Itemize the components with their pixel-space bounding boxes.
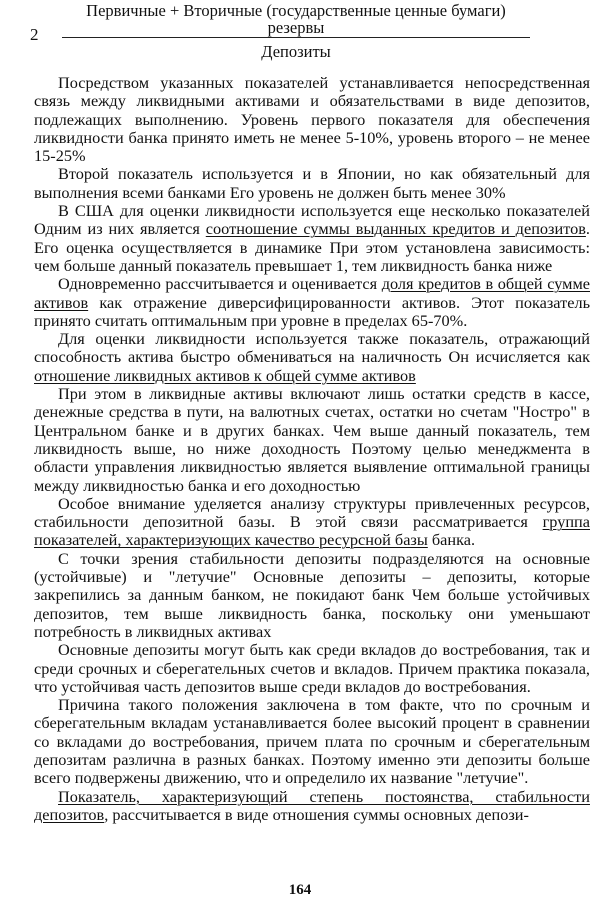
paragraph: Показатель, характеризующий степень постоянства, стабильности депозитов, рассчитывается в виде отношения суммы основных депози- — [34, 786, 590, 824]
underlined-term: Показатель, характеризующий степень постоянства, стабильности депозитов — [34, 786, 590, 824]
formula-denominator: Депозиты — [261, 42, 331, 61]
paragraph: В США для оценки ликвидности используется еще несколько показателей Одним из них является соотношение суммы выданных кредитов и депозитов. Его оценка осуществляется в динамике При этом установлена зависимость: чем больше данный показатель превышает 1, тем ликвидность банка ниже — [34, 201, 590, 275]
formula-block — [0, 0, 600, 70]
paragraph: Причина такого положения заключена в том факте, что по срочным и сберегательным вкладам устанавливается более высокий процент в сравнении со вкладами до востребования, причем плата по срочным и сберегательным депозитам различна в разных банках. Поэтому именно эти депозиты больше всего подвержены движению, что и определило их название "летучие". — [34, 695, 590, 788]
underlined-term: доля кредитов в общей сумме активов — [34, 274, 590, 312]
body-text — [34, 74, 590, 824]
paragraph: Особое внимание уделяется анализу структуры привлеченных ресурсов, стабильности депозитной базы. В этой связи рассматривается группа показателей, характеризующих качество ресурсной базы банка. — [34, 493, 590, 550]
formula-numerator: Первичные + Вторичные (государственные ценные бумаги) резервы — [86, 1, 506, 37]
underlined-term: отношение ликвидных активов к общей сумме активов — [34, 365, 416, 385]
paragraph: Для оценки ликвидности используется также показатель, отражающий способность актива быстро обмениваться на наличность Он исчисляется как отношение ликвидных активов к общей сумме активов — [34, 329, 590, 385]
paragraph: Основные депозиты могут быть как среди вкладов до востребования, так и среди срочных и сберегательных счетов и вкладов. Причем практика показала, что устойчивая часть депозитов выше среди вкладов до востребования. — [34, 640, 590, 696]
paragraph: С точки зрения стабильности депозиты подразделяются на основные (устойчивые) и "летучие" Основные депозиты – депозиты, которые закрепились за данным банком, не покидают банк Чем больше устойчивых депозитов, тем выше ликвидность банка, поскольку они уменьшают потребность в ликвидных активах — [34, 548, 590, 641]
page-number: 164 — [288, 882, 312, 898]
paragraph: Второй показатель используется и в Японии, но как обязательный для выполнения всеми банками Его уровень не должен быть менее 30% — [34, 164, 590, 202]
paragraph: Одновременно рассчитывается и оценивается доля кредитов в общей сумме активов как отражение диверсифицированности активов. Этот показатель принято считать оптимальным при уровне в пределах 65-70%. — [34, 274, 590, 330]
underlined-term: соотношение суммы выданных кредитов и депозитов — [205, 219, 586, 239]
formula-number: 2 — [30, 25, 39, 44]
underlined-term: группа показателей, характеризующих качество ресурсной базы — [34, 512, 590, 550]
paragraph: Посредством указанных показателей устанавливается непосредственная связь между ликвидными активами и обязательствами в виде депозитов, подлежащих выполнению. Уровень первого показателя для обеспечения ликвидности банка принято иметь не менее 5-10%, уровень второго – не менее 15-25% — [34, 73, 590, 166]
paragraph: При этом в ликвидные активы включают лишь остатки средств в кассе, денежные средства в пути, на валютных счетах, остатки но счетам "Ностро" в Центральном банке и в других банках. Чем выше данный показатель, тем ликвидность выше, но ниже доходность Поэтому целью менеджмента в области управления ликвидностью является выявление оптимальной границы между ликвидностью банка и его доходностью — [34, 384, 590, 495]
fraction-bar — [62, 37, 530, 38]
